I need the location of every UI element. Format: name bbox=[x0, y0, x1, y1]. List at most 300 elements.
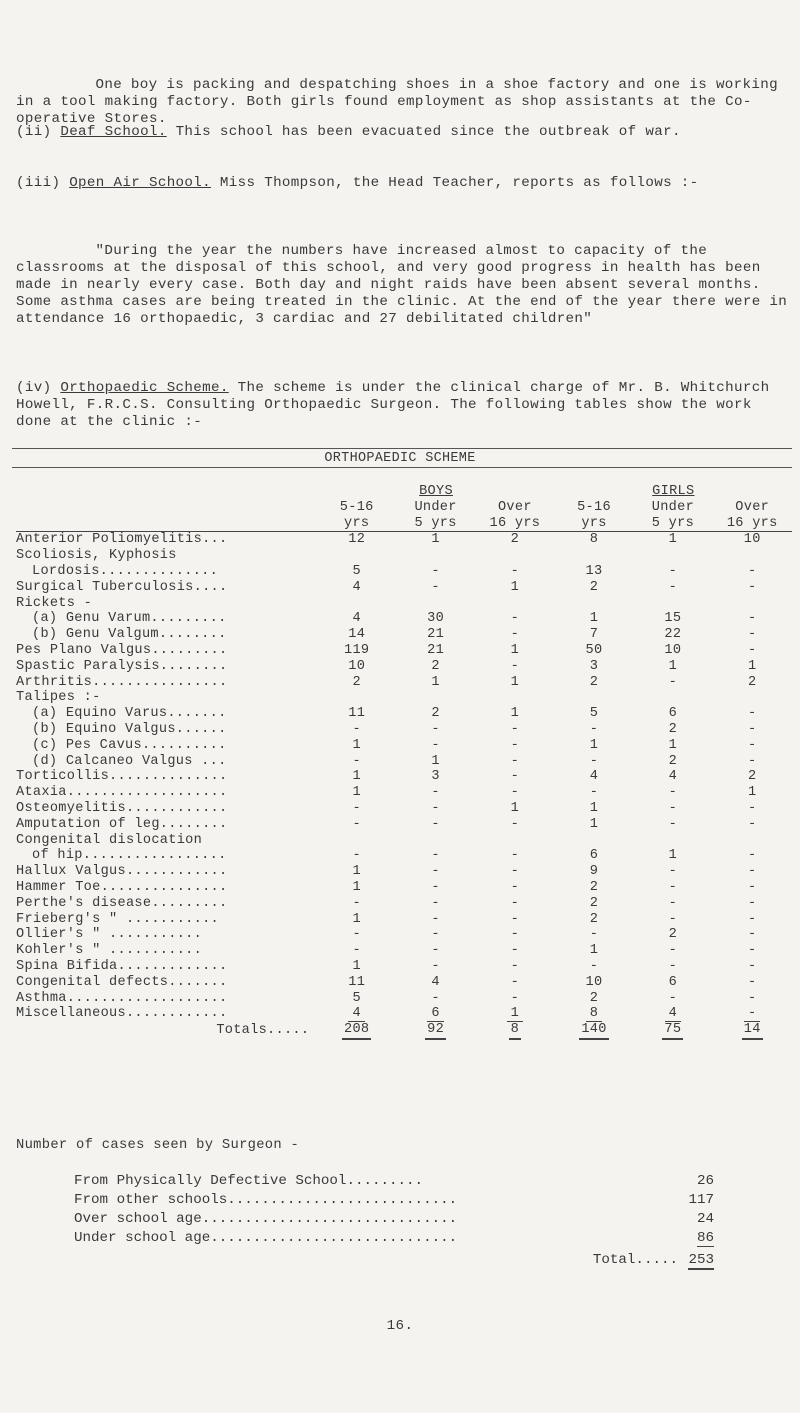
summary-label: Under school age............................. bbox=[74, 1230, 458, 1246]
quoted-report: "During the year the numbers have increased almost to capacity of the classrooms at the disposal of this school, and very good progress in health has been made in nearly every case. Both day and night raids have been absent several months. Some asthma cases are being treated in the clinic. At the end of the year there were in attendance 16 orthopaedic, 3 cardiac and 27 debilitated children" bbox=[16, 243, 797, 327]
cell-value: - bbox=[510, 895, 520, 911]
column-subheader: 5 yrs bbox=[396, 516, 475, 532]
cell-value bbox=[712, 548, 792, 564]
table-row bbox=[16, 564, 792, 580]
cell-value: - bbox=[431, 990, 440, 1006]
cell-value: - bbox=[510, 816, 520, 832]
total-value: 208 bbox=[317, 1022, 396, 1040]
table-row bbox=[16, 627, 792, 643]
cell-value: - bbox=[510, 990, 520, 1006]
group-boys: BOYS bbox=[419, 484, 453, 499]
table-row bbox=[16, 532, 792, 548]
cell-value: 3 bbox=[431, 769, 440, 785]
row-label: Surgical Tuberculosis.... bbox=[16, 579, 228, 595]
row-label: Osteomyelitis............ bbox=[16, 800, 228, 816]
cell-value: 8 bbox=[589, 532, 599, 548]
summary-value: 86 bbox=[696, 1230, 714, 1246]
cell-value: 1 bbox=[668, 532, 678, 548]
row-label: Ataxia................... bbox=[16, 785, 228, 801]
cell-value: 13 bbox=[585, 563, 603, 579]
cell-value: 6 bbox=[668, 706, 678, 722]
paragraph-open-air-school bbox=[16, 175, 794, 192]
cell-value: 6 bbox=[396, 1006, 475, 1022]
cell-value: 2 bbox=[352, 674, 361, 690]
cell-value: - bbox=[510, 879, 520, 895]
cell-value: 10 bbox=[585, 974, 603, 990]
total-value: 75 bbox=[633, 1022, 712, 1040]
row-label: Pes Plano Valgus......... bbox=[16, 642, 228, 658]
cell-value bbox=[712, 690, 792, 706]
cell-value: - bbox=[510, 864, 520, 880]
table-row bbox=[16, 801, 792, 817]
cell-value: 4 bbox=[352, 611, 361, 627]
table-row bbox=[16, 706, 792, 722]
section-number: (iv) bbox=[16, 380, 61, 396]
cell-value bbox=[633, 690, 712, 706]
table-body bbox=[16, 532, 792, 1040]
cell-value: - bbox=[510, 721, 520, 737]
cell-value: - bbox=[431, 721, 440, 737]
column-header: Under bbox=[651, 499, 695, 515]
row-label: of hip................. bbox=[32, 848, 227, 864]
cell-value: - bbox=[668, 579, 678, 595]
summary-value: 24 bbox=[696, 1211, 714, 1227]
cell-value: - bbox=[668, 943, 678, 959]
cell-value: 1 bbox=[589, 611, 599, 627]
row-label: Hammer Toe............... bbox=[16, 879, 228, 895]
cell-value: - bbox=[352, 895, 361, 911]
table-row bbox=[16, 896, 792, 912]
cell-value: - bbox=[510, 785, 520, 801]
totals-row bbox=[16, 1022, 792, 1040]
cell-value: - bbox=[747, 927, 757, 943]
row-label: Torticollis.............. bbox=[16, 769, 228, 785]
cell-value: - bbox=[352, 848, 361, 864]
table-title: ORTHOPAEDIC SCHEME bbox=[324, 451, 476, 466]
cell-value: - bbox=[668, 785, 678, 801]
cell-value: - bbox=[352, 753, 361, 769]
cell-value: - bbox=[431, 911, 440, 927]
cell-value bbox=[475, 690, 555, 706]
cell-value: - bbox=[352, 800, 361, 816]
cell-value: 4 bbox=[352, 579, 361, 595]
cell-value: 1 bbox=[352, 958, 361, 974]
cell-value: 15 bbox=[664, 611, 682, 627]
summary-total-value: 253 bbox=[688, 1252, 714, 1268]
cell-value: 1 bbox=[747, 785, 757, 801]
cell-value: 22 bbox=[664, 627, 682, 643]
cell-value: 21 bbox=[427, 627, 445, 643]
row-label: Rickets - bbox=[16, 595, 93, 611]
column-subheader: 5 yrs bbox=[633, 516, 712, 532]
row-label: Ollier's " ........... bbox=[16, 927, 203, 943]
cell-value: 11 bbox=[348, 974, 366, 990]
cell-value bbox=[396, 548, 475, 564]
row-label: Miscellaneous............ bbox=[16, 1006, 228, 1022]
paragraph-quote bbox=[16, 226, 797, 345]
cell-value: - bbox=[352, 721, 361, 737]
cell-value: 2 bbox=[747, 674, 757, 690]
cell-value: - bbox=[747, 958, 757, 974]
cell-value: 2 bbox=[589, 674, 599, 690]
cell-value: - bbox=[431, 895, 440, 911]
cell-value: - bbox=[747, 800, 757, 816]
cell-value: 1 bbox=[668, 737, 678, 753]
cell-value: 9 bbox=[589, 864, 599, 880]
cell-value: 2 bbox=[510, 532, 520, 548]
cell-value: - bbox=[589, 785, 599, 801]
table-row bbox=[16, 1006, 792, 1022]
cell-value: - bbox=[510, 958, 520, 974]
cell-value: - bbox=[747, 563, 757, 579]
cell-value: - bbox=[510, 943, 520, 959]
cell-value: - bbox=[747, 706, 757, 722]
section-heading-orthopaedic-scheme: Orthopaedic Scheme. bbox=[60, 380, 229, 396]
table-row bbox=[16, 927, 792, 943]
cell-value: - bbox=[510, 769, 520, 785]
row-label: Hallux Valgus............ bbox=[16, 864, 228, 880]
paragraph-deaf-school bbox=[16, 124, 794, 141]
column-subheader: yrs bbox=[317, 516, 396, 532]
cell-value: 12 bbox=[348, 532, 366, 548]
row-label: (d) Calcaneo Valgus ... bbox=[32, 753, 227, 769]
cell-value: - bbox=[747, 753, 757, 769]
cell-value: - bbox=[431, 579, 440, 595]
row-label: Congenital dislocation bbox=[16, 832, 203, 848]
cell-value: 7 bbox=[589, 627, 599, 643]
page-number: 16. bbox=[386, 1318, 414, 1334]
cell-value: - bbox=[510, 611, 520, 627]
cell-value: - bbox=[747, 611, 757, 627]
row-label: Lordosis.............. bbox=[32, 563, 219, 579]
summary-heading: Number of cases seen by Surgeon - bbox=[16, 1138, 300, 1153]
table-row bbox=[16, 880, 792, 896]
cell-value: 1 bbox=[589, 943, 599, 959]
summary-value: 117 bbox=[688, 1192, 714, 1208]
cell-value: 4 bbox=[431, 974, 440, 990]
cell-value: 2 bbox=[668, 927, 678, 943]
cell-value: - bbox=[747, 974, 757, 990]
column-header: Over bbox=[497, 499, 532, 515]
cell-value bbox=[555, 548, 634, 564]
cell-value: - bbox=[668, 958, 678, 974]
cell-value: 11 bbox=[348, 706, 366, 722]
cell-value: 1 bbox=[510, 674, 520, 690]
cell-value: - bbox=[589, 721, 599, 737]
cell-value: - bbox=[589, 958, 599, 974]
cell-value: 4 bbox=[317, 1006, 396, 1022]
row-label: Spina Bifida............. bbox=[16, 958, 228, 974]
cell-value: 2 bbox=[431, 658, 440, 674]
cell-value: 4 bbox=[668, 769, 678, 785]
column-header-row bbox=[16, 500, 792, 516]
cell-value: - bbox=[431, 563, 440, 579]
table-row bbox=[16, 611, 792, 627]
cell-value: - bbox=[510, 974, 520, 990]
cell-value bbox=[633, 833, 712, 849]
cell-value: - bbox=[431, 785, 440, 801]
summary-row bbox=[74, 1192, 714, 1209]
paragraph-text: The scheme is under the clinical charge of Mr. B. Whitchurch Howell, F.R.C.S. Consulting Orthopaedic Surgeon. The following tables show the work done at the clinic :- bbox=[16, 380, 779, 430]
cell-value: 2 bbox=[589, 990, 599, 1006]
column-subheader: yrs bbox=[555, 516, 634, 532]
table-row bbox=[16, 722, 792, 738]
table-row bbox=[16, 912, 792, 928]
cell-value: - bbox=[668, 674, 678, 690]
cell-value: - bbox=[747, 895, 757, 911]
cell-value: - bbox=[510, 563, 520, 579]
cell-value: 1 bbox=[668, 848, 678, 864]
cell-value: 1 bbox=[352, 911, 361, 927]
cell-value: 21 bbox=[427, 642, 445, 658]
cell-value: 1 bbox=[589, 816, 599, 832]
total-value: 92 bbox=[396, 1022, 475, 1040]
row-label: (a) Equino Varus....... bbox=[32, 706, 227, 722]
cell-value: 2 bbox=[668, 721, 678, 737]
section-heading-open-air-school: Open Air School. bbox=[69, 175, 212, 191]
cell-value: - bbox=[747, 990, 757, 1006]
cell-value: 10 bbox=[743, 532, 761, 548]
table-row bbox=[16, 785, 792, 801]
cell-value: - bbox=[431, 958, 440, 974]
cell-value: 50 bbox=[585, 642, 603, 658]
cell-value: 1 bbox=[510, 706, 520, 722]
summary-row bbox=[74, 1211, 714, 1228]
row-label: Kohler's " ........... bbox=[16, 943, 203, 959]
row-label: Spastic Paralysis........ bbox=[16, 658, 228, 674]
cell-value: - bbox=[589, 753, 599, 769]
cell-value: - bbox=[431, 816, 440, 832]
row-label: (b) Equino Valgus...... bbox=[32, 721, 227, 737]
cell-value: 3 bbox=[589, 658, 599, 674]
cell-value bbox=[712, 596, 792, 612]
column-header: Over bbox=[735, 499, 770, 515]
summary-row bbox=[74, 1173, 714, 1190]
cell-value: - bbox=[747, 879, 757, 895]
section-heading-deaf-school: Deaf School. bbox=[60, 124, 167, 140]
table-title-rule bbox=[12, 467, 792, 468]
row-label: Anterior Poliomyelitis... bbox=[16, 532, 228, 548]
section-number: (ii) bbox=[16, 124, 61, 140]
table-row bbox=[16, 769, 792, 785]
cell-value: - bbox=[712, 1006, 792, 1022]
cell-value: - bbox=[668, 879, 678, 895]
paragraph-text: One boy is packing and despatching shoes in a shoe factory and one is working in a tool making factory. Both girls found employment as shop assistants at the Co-operative Stores. bbox=[16, 77, 787, 127]
cell-value: - bbox=[510, 737, 520, 753]
table-row bbox=[16, 754, 792, 770]
group-header-row bbox=[16, 484, 792, 500]
summary-total-label: Total..... bbox=[592, 1252, 678, 1268]
row-label: (b) Genu Valgum........ bbox=[32, 627, 227, 643]
cell-value: - bbox=[510, 753, 520, 769]
row-label: Frieberg's " ........... bbox=[16, 911, 219, 927]
cell-value: - bbox=[668, 563, 678, 579]
table-row bbox=[16, 675, 792, 691]
row-label: Talipes :- bbox=[16, 690, 101, 706]
cell-value: - bbox=[431, 879, 440, 895]
table-top-rule bbox=[12, 448, 792, 449]
table-row bbox=[16, 596, 792, 612]
cell-value: 2 bbox=[589, 579, 599, 595]
cell-value: - bbox=[668, 911, 678, 927]
cell-value: 1 bbox=[352, 769, 361, 785]
cell-value: - bbox=[510, 658, 520, 674]
cell-value: - bbox=[747, 848, 757, 864]
cell-value: 1 bbox=[589, 800, 599, 816]
cell-value: 4 bbox=[633, 1006, 712, 1022]
cell-value: - bbox=[431, 864, 440, 880]
cell-value: - bbox=[510, 848, 520, 864]
table-row bbox=[16, 643, 792, 659]
table-row bbox=[16, 580, 792, 596]
cell-value: - bbox=[431, 737, 440, 753]
cell-value: - bbox=[747, 737, 757, 753]
cell-value: - bbox=[747, 943, 757, 959]
cell-value: 2 bbox=[747, 769, 757, 785]
cell-value: 1 bbox=[475, 1006, 555, 1022]
cell-value: - bbox=[747, 579, 757, 595]
cell-value: 1 bbox=[431, 674, 440, 690]
table-row bbox=[16, 548, 792, 564]
cell-value bbox=[475, 548, 555, 564]
cell-value: 14 bbox=[348, 627, 366, 643]
cell-value: 2 bbox=[431, 706, 440, 722]
table-row bbox=[16, 959, 792, 975]
cell-value: - bbox=[668, 895, 678, 911]
cell-value: 1 bbox=[510, 800, 520, 816]
column-subheader: 16 yrs bbox=[712, 516, 792, 532]
column-header: 5-16 bbox=[339, 499, 374, 515]
cell-value: 1 bbox=[510, 579, 520, 595]
cell-value: 6 bbox=[589, 848, 599, 864]
cell-value bbox=[396, 690, 475, 706]
cell-value bbox=[317, 548, 396, 564]
cell-value: - bbox=[431, 848, 440, 864]
cell-value: - bbox=[510, 911, 520, 927]
totals-label: Totals..... bbox=[216, 1023, 310, 1039]
cell-value: 5 bbox=[352, 563, 361, 579]
cell-value: 10 bbox=[664, 642, 682, 658]
cell-value bbox=[712, 833, 792, 849]
cell-value: 1 bbox=[589, 737, 599, 753]
cell-value: 5 bbox=[352, 990, 361, 1006]
row-label: Asthma................... bbox=[16, 990, 228, 1006]
cell-value: 1 bbox=[431, 532, 440, 548]
orthopaedic-table bbox=[16, 484, 792, 1040]
cell-value: - bbox=[431, 800, 440, 816]
paragraph-text: This school has been evacuated since the outbreak of war. bbox=[166, 124, 681, 140]
cell-value bbox=[555, 690, 634, 706]
cell-value: 2 bbox=[589, 879, 599, 895]
cell-value: 2 bbox=[668, 753, 678, 769]
total-value: 8 bbox=[475, 1022, 555, 1040]
cell-value: 2 bbox=[589, 911, 599, 927]
cell-value: 2 bbox=[589, 895, 599, 911]
table-row bbox=[16, 690, 792, 706]
cell-value: - bbox=[352, 816, 361, 832]
total-value: 140 bbox=[555, 1022, 634, 1040]
summary-total-row bbox=[74, 1252, 714, 1269]
row-label: (c) Pes Cavus.......... bbox=[32, 737, 227, 753]
cell-value: - bbox=[431, 943, 440, 959]
column-header: 5-16 bbox=[577, 499, 611, 515]
cell-value: 8 bbox=[555, 1006, 634, 1022]
group-girls: GIRLS bbox=[652, 484, 695, 499]
column-subheader: 16 yrs bbox=[475, 516, 555, 532]
cell-value bbox=[555, 833, 634, 849]
row-label: Perthe's disease......... bbox=[16, 895, 228, 911]
column-subheader-row bbox=[16, 516, 792, 532]
cell-value: 5 bbox=[589, 706, 599, 722]
summary-row bbox=[74, 1230, 714, 1247]
section-number: (iii) bbox=[16, 175, 70, 191]
cell-value: 1 bbox=[352, 785, 361, 801]
cell-value: - bbox=[510, 627, 520, 643]
cell-value bbox=[475, 833, 555, 849]
table-row bbox=[16, 659, 792, 675]
cell-value: - bbox=[747, 627, 757, 643]
cell-value: - bbox=[431, 927, 440, 943]
cell-value: - bbox=[747, 642, 757, 658]
cell-value: 1 bbox=[668, 658, 678, 674]
cell-value: 4 bbox=[589, 769, 599, 785]
cell-value bbox=[555, 596, 634, 612]
cell-value: 1 bbox=[510, 642, 520, 658]
cell-value: - bbox=[668, 864, 678, 880]
cell-value: 1 bbox=[352, 864, 361, 880]
total-value: 14 bbox=[712, 1022, 792, 1040]
summary-label: From Physically Defective School......... bbox=[74, 1173, 424, 1189]
cell-value bbox=[633, 548, 712, 564]
row-label: Scoliosis, Kyphosis bbox=[16, 548, 177, 564]
cell-value: - bbox=[510, 927, 520, 943]
cell-value: - bbox=[747, 721, 757, 737]
table-row bbox=[16, 943, 792, 959]
cell-value: - bbox=[352, 943, 361, 959]
cell-value: - bbox=[747, 911, 757, 927]
cell-value: 1 bbox=[352, 879, 361, 895]
table-row bbox=[16, 738, 792, 754]
cell-value bbox=[475, 596, 555, 612]
cell-value: 30 bbox=[427, 611, 445, 627]
cell-value: 119 bbox=[344, 642, 370, 658]
cell-value: - bbox=[668, 800, 678, 816]
row-label: Amputation of leg........ bbox=[16, 816, 228, 832]
cell-value bbox=[317, 596, 396, 612]
cell-value: 1 bbox=[747, 658, 757, 674]
row-label: (a) Genu Varum......... bbox=[32, 611, 227, 627]
cell-value: - bbox=[668, 990, 678, 1006]
table-row bbox=[16, 848, 792, 864]
cell-value: 1 bbox=[352, 737, 361, 753]
table-row bbox=[16, 864, 792, 880]
cell-value bbox=[317, 690, 396, 706]
cell-value bbox=[633, 596, 712, 612]
cell-value bbox=[396, 833, 475, 849]
paragraph-orthopaedic-scheme bbox=[16, 380, 794, 431]
cell-value: - bbox=[668, 816, 678, 832]
cell-value bbox=[317, 833, 396, 849]
table-row bbox=[16, 817, 792, 833]
paragraph-text: Miss Thompson, the Head Teacher, reports as follows :- bbox=[211, 175, 699, 191]
table-row bbox=[16, 833, 792, 849]
summary-label: From other schools........................... bbox=[74, 1192, 458, 1208]
row-label: Arthritis................ bbox=[16, 674, 228, 690]
cell-value: 10 bbox=[348, 658, 366, 674]
summary-label: Over school age.............................. bbox=[74, 1211, 458, 1227]
table-row bbox=[16, 975, 792, 991]
cell-value: - bbox=[747, 816, 757, 832]
